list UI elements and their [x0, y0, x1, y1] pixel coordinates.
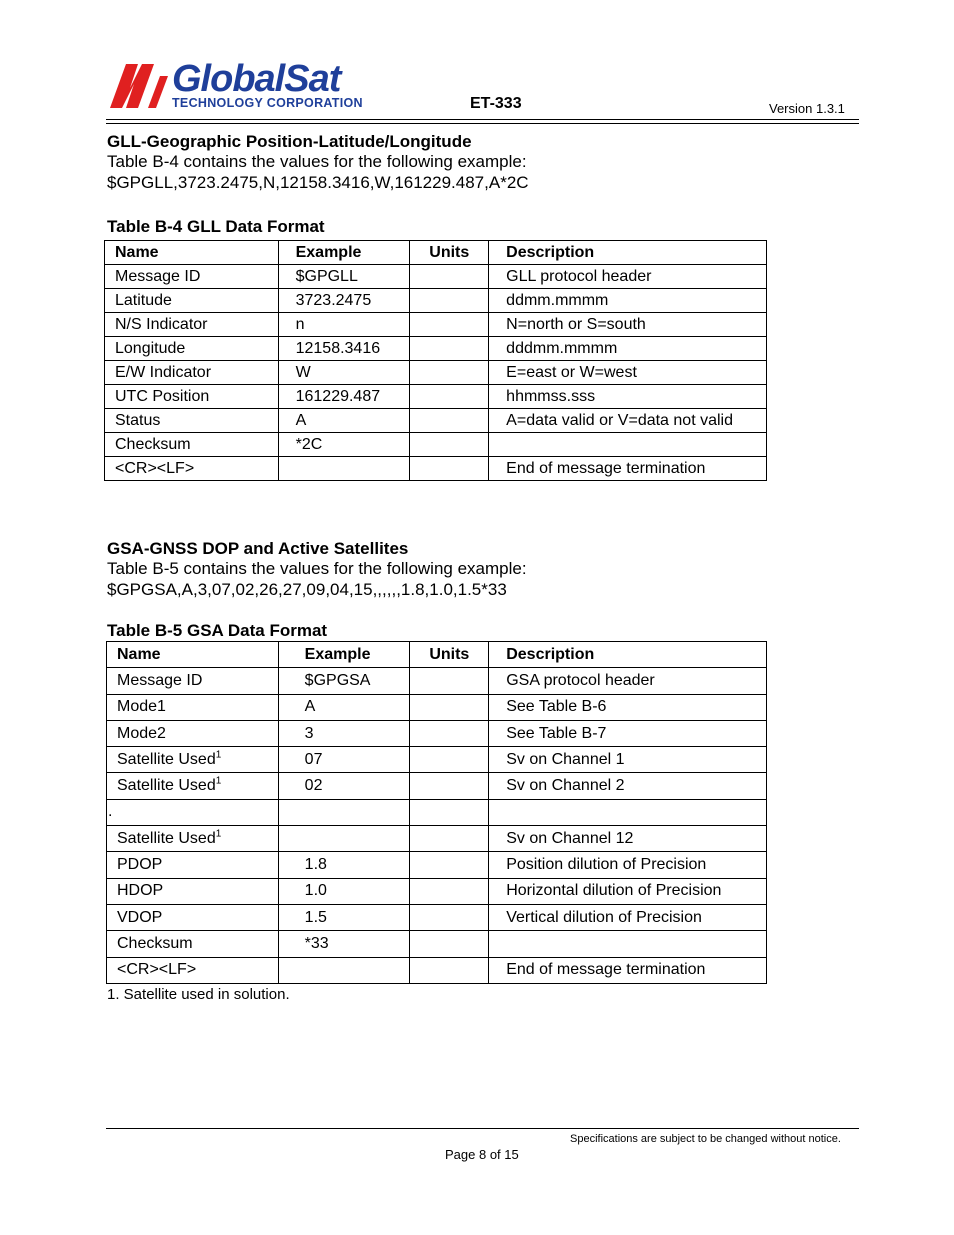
table-cell	[410, 694, 489, 720]
cell-text: 161229.487	[295, 387, 381, 405]
table-row	[107, 747, 767, 773]
table-cell	[278, 747, 410, 773]
gsa-example: $GPGSA,A,3,07,02,26,27,09,04,15,,,,,,1.8,1.0,1.5*33	[107, 580, 507, 599]
table-cell	[278, 931, 410, 957]
table-cell	[410, 265, 489, 289]
column-header: Example	[278, 642, 410, 668]
table-cell	[410, 904, 489, 930]
table-cell	[105, 361, 279, 385]
table-cell	[107, 931, 279, 957]
table-cell	[489, 878, 767, 904]
table-cell	[410, 313, 489, 337]
cell-text: Satellite Used	[117, 829, 216, 847]
table-cell	[410, 457, 489, 481]
cell-text: Mode2	[117, 724, 166, 742]
table-cell	[410, 433, 489, 457]
cell-text: n	[295, 315, 305, 333]
cell-text: Message ID	[117, 671, 203, 689]
table-cell	[410, 799, 489, 825]
cell-text: Satellite Used	[117, 750, 216, 768]
cell-text: $GPGSA	[304, 671, 371, 689]
table-cell	[105, 409, 279, 433]
table-row	[107, 799, 767, 825]
cell-text: 02	[304, 777, 323, 795]
table-cell	[278, 265, 410, 289]
table-cell	[278, 457, 410, 481]
table-cell	[107, 904, 279, 930]
table-row	[107, 878, 767, 904]
table-cell	[278, 385, 410, 409]
table-row	[107, 931, 767, 957]
table-cell	[489, 409, 767, 433]
table-cell	[489, 385, 767, 409]
table-cell	[278, 694, 410, 720]
table-row	[105, 433, 767, 457]
cell-text: Checksum	[117, 934, 193, 952]
table-cell	[107, 799, 279, 825]
table-row	[107, 773, 767, 799]
header-rule	[106, 119, 859, 120]
table-row	[107, 852, 767, 878]
logo-subtitle: TECHNOLOGY CORPORATION	[172, 96, 363, 110]
table-cell	[410, 668, 489, 694]
table-cell	[107, 826, 279, 852]
table-row	[107, 694, 767, 720]
cell-text: GLL protocol header	[506, 267, 652, 285]
table-cell	[278, 313, 410, 337]
table-header-row	[105, 241, 767, 265]
table-cell	[489, 799, 767, 825]
footer-rule	[106, 1128, 859, 1129]
version-label: Version 1.3.1	[769, 101, 845, 116]
table-row	[107, 826, 767, 852]
cell-text: Longitude	[115, 339, 186, 357]
table-cell	[107, 668, 279, 694]
cell-text: Sv on Channel 1	[506, 750, 625, 768]
cell-text: Checksum	[115, 435, 191, 453]
footnote-marker: 1	[215, 828, 222, 840]
table-cell	[489, 747, 767, 773]
cell-text: Satellite Used	[117, 777, 216, 795]
table-row	[105, 457, 767, 481]
table-cell	[489, 433, 767, 457]
table-cell	[489, 289, 767, 313]
table-cell	[107, 957, 279, 983]
section-title-gsa: GSA-GNSS DOP and Active Satellites	[107, 539, 409, 558]
table-cell	[105, 313, 279, 337]
table-cell	[278, 799, 410, 825]
cell-text: End of message termination	[506, 961, 706, 979]
table-row	[107, 720, 767, 746]
table-cell	[410, 878, 489, 904]
table-cell	[107, 852, 279, 878]
cell-text: <CR><LF>	[115, 459, 195, 477]
table-cell	[410, 337, 489, 361]
table-cell	[489, 773, 767, 799]
gsa-data-table	[106, 641, 767, 984]
globalsat-n-logo-icon	[108, 62, 170, 110]
table-cell	[105, 457, 279, 481]
cell-text: 12158.3416	[295, 339, 381, 357]
table-cell	[489, 337, 767, 361]
cell-text: Vertical dilution of Precision	[506, 908, 702, 926]
cell-text: W	[295, 363, 311, 381]
cell-text: Sv on Channel 2	[506, 777, 625, 795]
footnote: 1. Satellite used in solution.	[107, 986, 290, 1003]
cell-text: End of message termination	[506, 459, 706, 477]
cell-text: 1.8	[304, 856, 327, 874]
table-cell	[489, 904, 767, 930]
table-row	[105, 361, 767, 385]
table-cell	[410, 852, 489, 878]
table-cell	[105, 433, 279, 457]
table-cell	[489, 931, 767, 957]
cell-text: GSA protocol header	[506, 671, 655, 689]
cell-text: Mode1	[117, 698, 166, 716]
cell-text: ddmm.mmmm	[506, 291, 609, 309]
cell-text: Status	[115, 411, 161, 429]
cell-text: 07	[304, 750, 323, 768]
cell-text: See Table B-6	[506, 698, 607, 716]
table-cell	[489, 720, 767, 746]
table-cell	[410, 409, 489, 433]
table-cell	[410, 957, 489, 983]
table-cell	[278, 773, 410, 799]
table-cell	[489, 826, 767, 852]
spec-notice: Specifications are subject to be changed without notice.	[570, 1133, 841, 1145]
cell-text: E=east or W=west	[506, 363, 637, 381]
table-cell	[278, 852, 410, 878]
footnote-marker: 1	[215, 775, 222, 787]
column-header: Name	[105, 241, 279, 265]
table-row	[105, 337, 767, 361]
cell-text: 3	[304, 724, 314, 742]
cell-text: See Table B-7	[506, 724, 607, 742]
cell-text: .	[108, 803, 113, 821]
header-rule-thin	[106, 123, 859, 124]
table-cell	[278, 361, 410, 385]
table-cell	[489, 265, 767, 289]
table-cell	[278, 957, 410, 983]
table-cell	[107, 720, 279, 746]
table-cell	[278, 668, 410, 694]
company-logo	[108, 58, 363, 112]
table-cell	[278, 878, 410, 904]
table-cell	[278, 904, 410, 930]
table-title-b5: Table B-5 GSA Data Format	[107, 621, 328, 640]
cell-text: 1.5	[304, 908, 327, 926]
table-cell	[410, 385, 489, 409]
column-header: Units	[410, 241, 489, 265]
table-cell	[489, 668, 767, 694]
cell-text: N=north or S=south	[506, 315, 646, 333]
cell-text: dddmm.mmmm	[506, 339, 618, 357]
table-cell	[489, 457, 767, 481]
table-cell	[278, 433, 410, 457]
gll-intro: Table B-4 contains the values for the following example:	[107, 152, 527, 171]
column-header: Description	[489, 642, 767, 668]
cell-text: hhmmss.sss	[506, 387, 596, 405]
table-cell	[107, 747, 279, 773]
table-row	[105, 313, 767, 337]
table-row	[107, 904, 767, 930]
cell-text: *2C	[295, 435, 323, 453]
cell-text: A	[295, 411, 307, 429]
table-cell	[410, 720, 489, 746]
cell-text: Latitude	[115, 291, 172, 309]
table-cell	[278, 289, 410, 313]
cell-text: $GPGLL	[295, 267, 358, 285]
table-cell	[410, 773, 489, 799]
cell-text: 3723.2475	[295, 291, 372, 309]
table-cell	[105, 385, 279, 409]
table-cell	[105, 337, 279, 361]
table-title-b4: Table B-4 GLL Data Format	[107, 217, 325, 236]
table-cell	[489, 313, 767, 337]
table-cell	[107, 773, 279, 799]
cell-text: Sv on Channel 12	[506, 829, 634, 847]
gll-example: $GPGLL,3723.2475,N,12158.3416,W,161229.487,A*2C	[107, 173, 529, 192]
table-row	[105, 289, 767, 313]
column-header: Name	[107, 642, 279, 668]
table-cell	[410, 361, 489, 385]
column-header: Description	[489, 241, 767, 265]
table-row	[107, 957, 767, 983]
table-cell	[107, 878, 279, 904]
page-number: Page 8 of 15	[445, 1147, 519, 1162]
table-cell	[105, 289, 279, 313]
cell-text: Message ID	[115, 267, 201, 285]
table-row	[105, 409, 767, 433]
cell-text: Horizontal dilution of Precision	[506, 882, 722, 900]
table-cell	[278, 337, 410, 361]
table-cell	[278, 826, 410, 852]
cell-text: 1.0	[304, 882, 327, 900]
gll-data-table	[104, 240, 767, 481]
column-header: Units	[410, 642, 489, 668]
cell-text: Position dilution of Precision	[506, 856, 707, 874]
table-row	[105, 265, 767, 289]
table-cell	[278, 720, 410, 746]
logo-wordmark: GlobalSat	[172, 58, 341, 100]
cell-text: N/S Indicator	[115, 315, 208, 333]
cell-text: PDOP	[117, 856, 163, 874]
table-cell	[410, 826, 489, 852]
cell-text: A	[304, 698, 316, 716]
table-cell	[489, 694, 767, 720]
table-cell	[278, 409, 410, 433]
section-title-gll: GLL-Geographic Position-Latitude/Longitude	[107, 132, 472, 151]
cell-text: HDOP	[117, 882, 164, 900]
table-cell	[489, 361, 767, 385]
table-cell	[410, 747, 489, 773]
table-cell	[489, 852, 767, 878]
cell-text: *33	[304, 934, 329, 952]
table-row	[107, 668, 767, 694]
cell-text: A=data valid or V=data not valid	[506, 411, 733, 429]
table-cell	[105, 265, 279, 289]
table-row	[105, 385, 767, 409]
table-cell	[410, 931, 489, 957]
gsa-intro: Table B-5 contains the values for the following example:	[107, 559, 527, 578]
table-header-row	[107, 642, 767, 668]
document-title: ET-333	[470, 95, 522, 112]
cell-text: <CR><LF>	[117, 961, 197, 979]
cell-text: E/W Indicator	[115, 363, 212, 381]
column-header: Example	[278, 241, 410, 265]
table-cell	[489, 957, 767, 983]
table-cell	[107, 694, 279, 720]
footnote-marker: 1	[215, 749, 222, 761]
cell-text: VDOP	[117, 908, 163, 926]
cell-text: UTC Position	[115, 387, 210, 405]
table-cell	[410, 289, 489, 313]
